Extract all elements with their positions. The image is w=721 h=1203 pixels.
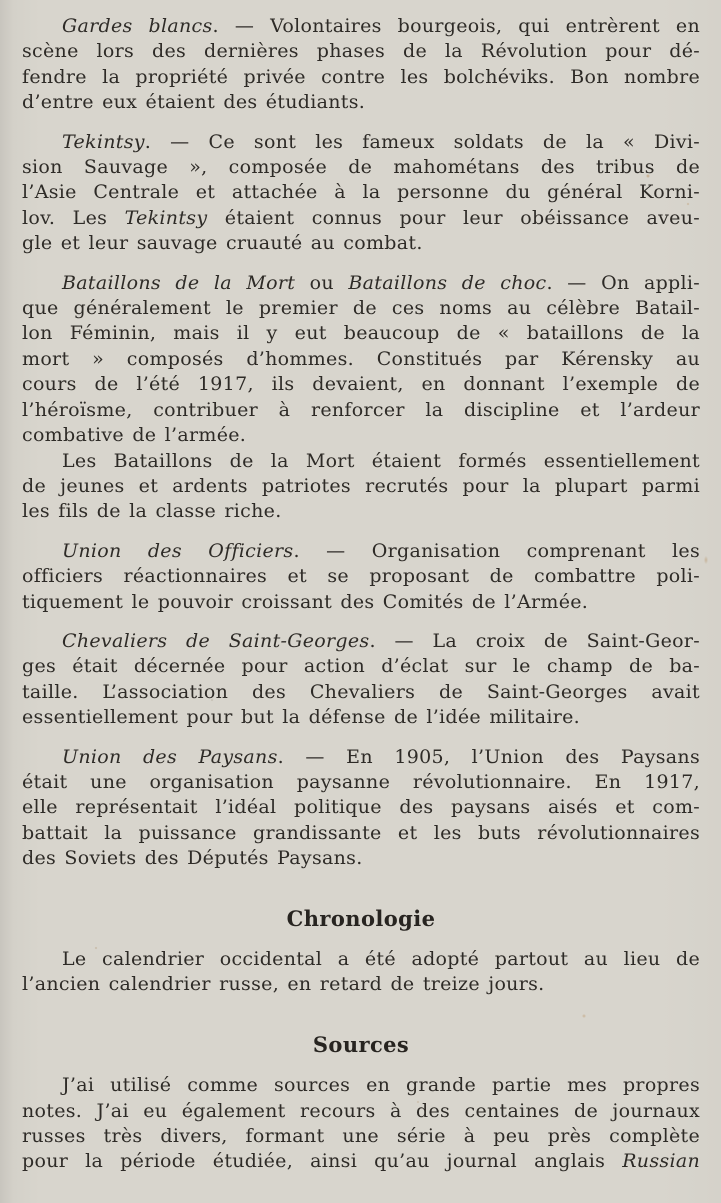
text-line: [22, 14, 700, 39]
text-line: [22, 474, 700, 499]
text-line: [22, 629, 700, 654]
italic-text: Chevaliers de Saint-Georges: [62, 629, 370, 652]
body-text: lon Féminin, mais il y eut beaucoup de « bataillons de la: [22, 322, 700, 345]
body-text: d’entre eux étaient des étudiants.: [22, 91, 366, 114]
body-text: pour la période étudiée, ainsi qu’au journal anglais: [22, 1150, 623, 1173]
text-line: [22, 347, 700, 372]
body-text: combative de l’armée.: [22, 424, 247, 447]
text-line: [22, 180, 700, 205]
text-line: [22, 39, 700, 64]
paragraph: [22, 745, 700, 872]
paragraph: [22, 271, 700, 449]
body-text: des Soviets des Députés Paysans.: [22, 847, 363, 870]
paragraph: [22, 449, 700, 525]
body-text: officiers réactionnaires et se proposant de combattre poli-: [22, 565, 700, 588]
text-line: [22, 90, 700, 115]
text-line: [22, 130, 700, 155]
body-text: . — En 1905, l’Union des Paysans: [277, 745, 700, 768]
body-text: ou: [295, 271, 349, 294]
text-line: [22, 398, 700, 423]
text-line: [22, 231, 700, 256]
body-text: Le calendrier occidental a été adopté partout au lieu de: [62, 948, 700, 970]
body-text: Les Bataillons de la Mort étaient formés essentiellement: [62, 449, 700, 472]
text-line: [22, 1073, 700, 1098]
text-line: [22, 539, 700, 564]
text-line: [22, 271, 700, 296]
paragraph: [22, 1073, 700, 1175]
body-text: les fils de la classe riche.: [22, 500, 282, 523]
body-text: scène lors des dernières phases de la Révolution pour dé-: [22, 40, 700, 63]
text-line: [22, 65, 700, 90]
body-text: mort » composés d’hommes. Constitués par Kérensky au: [22, 347, 700, 370]
body-text: . — Volontaires bourgeois, qui entrèrent en: [212, 15, 700, 37]
paragraph: [22, 629, 700, 731]
text-line: [22, 499, 700, 524]
text-line: [22, 206, 700, 231]
italic-text: Tekintsy: [124, 206, 208, 229]
text-line: [22, 770, 700, 795]
body-text: était une organisation paysanne révolutionnaire. En 1917,: [22, 770, 700, 793]
text-line: [22, 795, 700, 820]
body-text: l’ancien calendrier russe, en retard de treize jours.: [22, 973, 545, 996]
text-line: [22, 1099, 700, 1124]
paragraph: [22, 14, 700, 116]
text-line: [22, 972, 700, 997]
italic-text: Gardes blancs: [62, 15, 213, 37]
text-line: [22, 1149, 700, 1174]
body-text: cours de l’été 1917, ils devaient, en donnant l’exemple de: [22, 373, 700, 396]
body-text: taille. L’association des Chevaliers de Saint-Georges avait: [22, 680, 700, 703]
body-text: que généralement le premier de ces noms au célèbre Batail-: [22, 297, 700, 320]
text-line: [22, 1124, 700, 1149]
page-text: [22, 14, 700, 1175]
body-text: essentiellement pour but la défense de l’idée militaire.: [22, 706, 580, 729]
text-line: [22, 590, 700, 615]
text-line: [22, 372, 700, 397]
text-line: [22, 423, 700, 448]
body-text: J’ai utilisé comme sources en grande partie mes propres: [62, 1074, 700, 1097]
body-text: l’héroïsme, contribuer à renforcer la discipline et l’ardeur: [22, 398, 700, 421]
text-line: [22, 745, 700, 770]
text-line: [22, 155, 700, 180]
body-text: russes très divers, formant une série à peu près complète: [22, 1125, 700, 1148]
paragraph: [22, 947, 700, 998]
text-line: [22, 846, 700, 871]
text-line: [22, 947, 700, 972]
text-line: [22, 449, 700, 474]
paragraph: [22, 130, 700, 257]
text-line: [22, 821, 700, 846]
text-line: [22, 654, 700, 679]
body-text: étaient connus pour leur obéissance aveu-: [207, 206, 700, 229]
section-heading: Chronologie: [286, 905, 436, 931]
italic-text: Union des Paysans: [62, 745, 278, 768]
text-line: [22, 296, 700, 321]
text-line: [22, 680, 700, 705]
body-text: . — La croix de Saint-Geor-: [369, 629, 700, 652]
body-text: sion Sauvage », composée de mahométans des tribus de: [22, 156, 700, 179]
italic-text: Tekintsy: [62, 130, 145, 153]
italic-text: Russian: [622, 1150, 700, 1173]
body-text: . — Ce sont les fameux soldats de la « Divi-: [144, 130, 700, 153]
text-line: [22, 321, 700, 346]
body-text: notes. J’ai eu également recours à des centaines de journaux: [22, 1099, 700, 1122]
body-text: lov. Les: [22, 206, 125, 229]
body-text: . — Organisation comprenant les: [293, 539, 700, 562]
section-heading: Sources: [312, 1031, 410, 1057]
body-text: . — On appli-: [546, 271, 700, 294]
italic-text: Bataillons de la Mort: [62, 271, 296, 294]
body-text: ges était décernée pour action d’éclat sur le champ de ba-: [22, 655, 700, 678]
body-text: battait la puissance grandissante et les buts révolutionnaires: [22, 821, 700, 844]
body-text: l’Asie Centrale et attachée à la personne du général Korni-: [22, 181, 700, 204]
body-text: elle représentait l’idéal politique des paysans aisés et com-: [22, 796, 700, 819]
body-text: de jeunes et ardents patriotes recrutés pour la plupart parmi: [22, 474, 700, 497]
body-text: fendre la propriété privée contre les bolchéviks. Bon nombre: [22, 65, 700, 88]
italic-text: Union des Officiers: [62, 539, 294, 562]
body-text: gle et leur sauvage cruauté au combat.: [22, 232, 423, 255]
text-line: [22, 564, 700, 589]
paragraph: [22, 539, 700, 615]
text-line: [22, 705, 700, 730]
body-text: tiquement le pouvoir croissant des Comités de l’Armée.: [22, 590, 589, 613]
italic-text: Bataillons de choc: [348, 271, 547, 294]
